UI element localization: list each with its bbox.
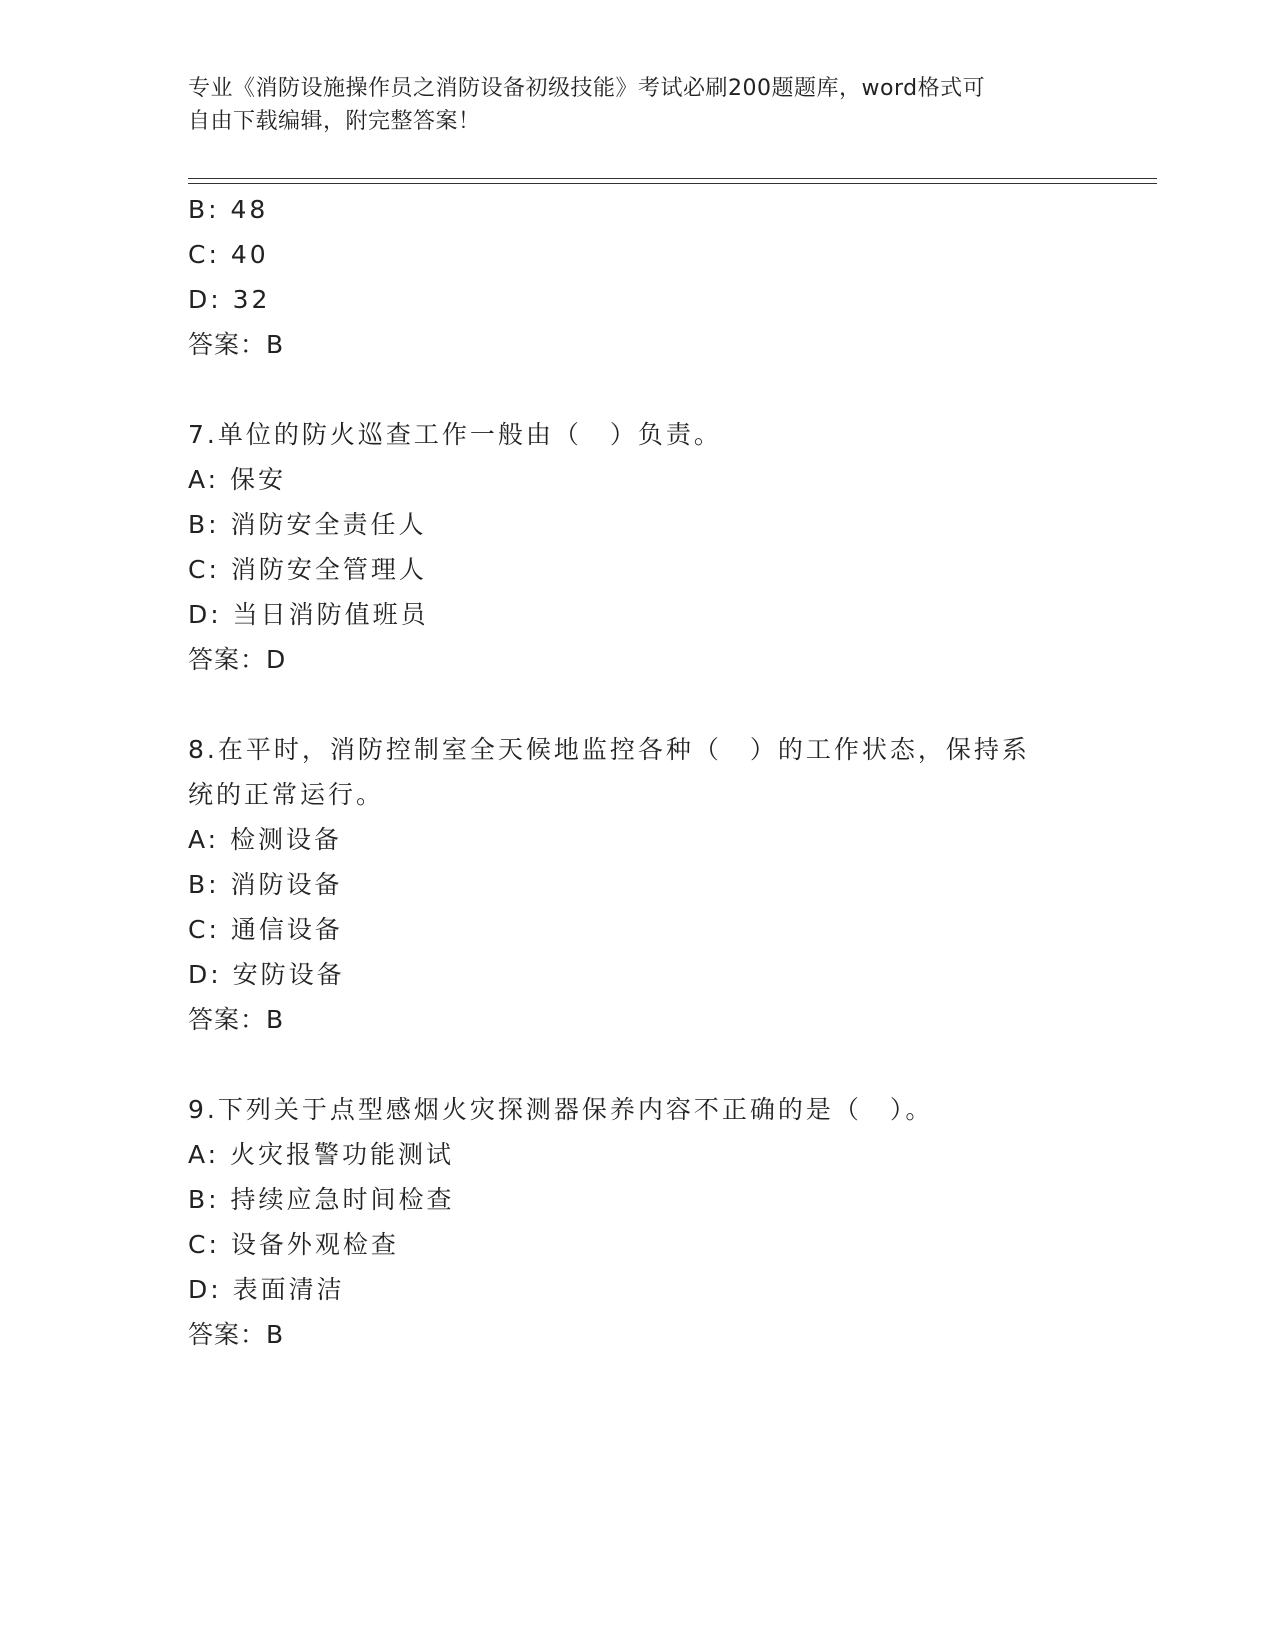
q8-stem-line-2: 统的正常运行。 xyxy=(188,780,385,809)
q6-option-c: C: 40 xyxy=(188,240,269,269)
q9-option-b: B: 持续应急时间检查 xyxy=(188,1185,455,1214)
q9-option-a: A: 火灾报警功能测试 xyxy=(188,1140,455,1169)
q8-option-b: B: 消防设备 xyxy=(188,870,343,899)
q7-option-a: A: 保安 xyxy=(188,465,287,494)
q9-option-d: D: 表面清洁 xyxy=(188,1275,345,1304)
q8-stem-line-1: 8.在平时，消防控制室全天候地监控各种（ ）的工作状态，保持系 xyxy=(188,735,1030,764)
q8-option-d: D: 安防设备 xyxy=(188,960,345,989)
q8-option-a: A: 检测设备 xyxy=(188,825,343,854)
header-line-1: 专业《消防设施操作员之消防设备初级技能》考试必刷200题题库，word格式可 xyxy=(188,76,986,101)
document-header xyxy=(188,72,1088,138)
q7-answer: 答案：D xyxy=(188,645,287,674)
q9-option-c: C: 设备外观检查 xyxy=(188,1230,399,1259)
header-divider-top xyxy=(188,178,1157,179)
q7-stem: 7.单位的防火巡查工作一般由（ ）负责。 xyxy=(188,420,722,449)
q8-answer: 答案：B xyxy=(188,1005,285,1034)
q6-option-d: D: 32 xyxy=(188,285,271,314)
header-line-2: 自由下载编辑，附完整答案！ xyxy=(188,109,481,134)
q6-answer: 答案：B xyxy=(188,330,285,359)
q7-option-c: C: 消防安全管理人 xyxy=(188,555,427,584)
q6-option-b: B: 48 xyxy=(188,195,269,224)
q8-option-c: C: 通信设备 xyxy=(188,915,343,944)
header-divider-bottom xyxy=(188,183,1157,184)
q7-option-d: D: 当日消防值班员 xyxy=(188,600,429,629)
q9-stem: 9.下列关于点型感烟火灾探测器保养内容不正确的是（ ）。 xyxy=(188,1095,934,1124)
q7-option-b: B: 消防安全责任人 xyxy=(188,510,427,539)
q9-answer: 答案：B xyxy=(188,1320,285,1349)
